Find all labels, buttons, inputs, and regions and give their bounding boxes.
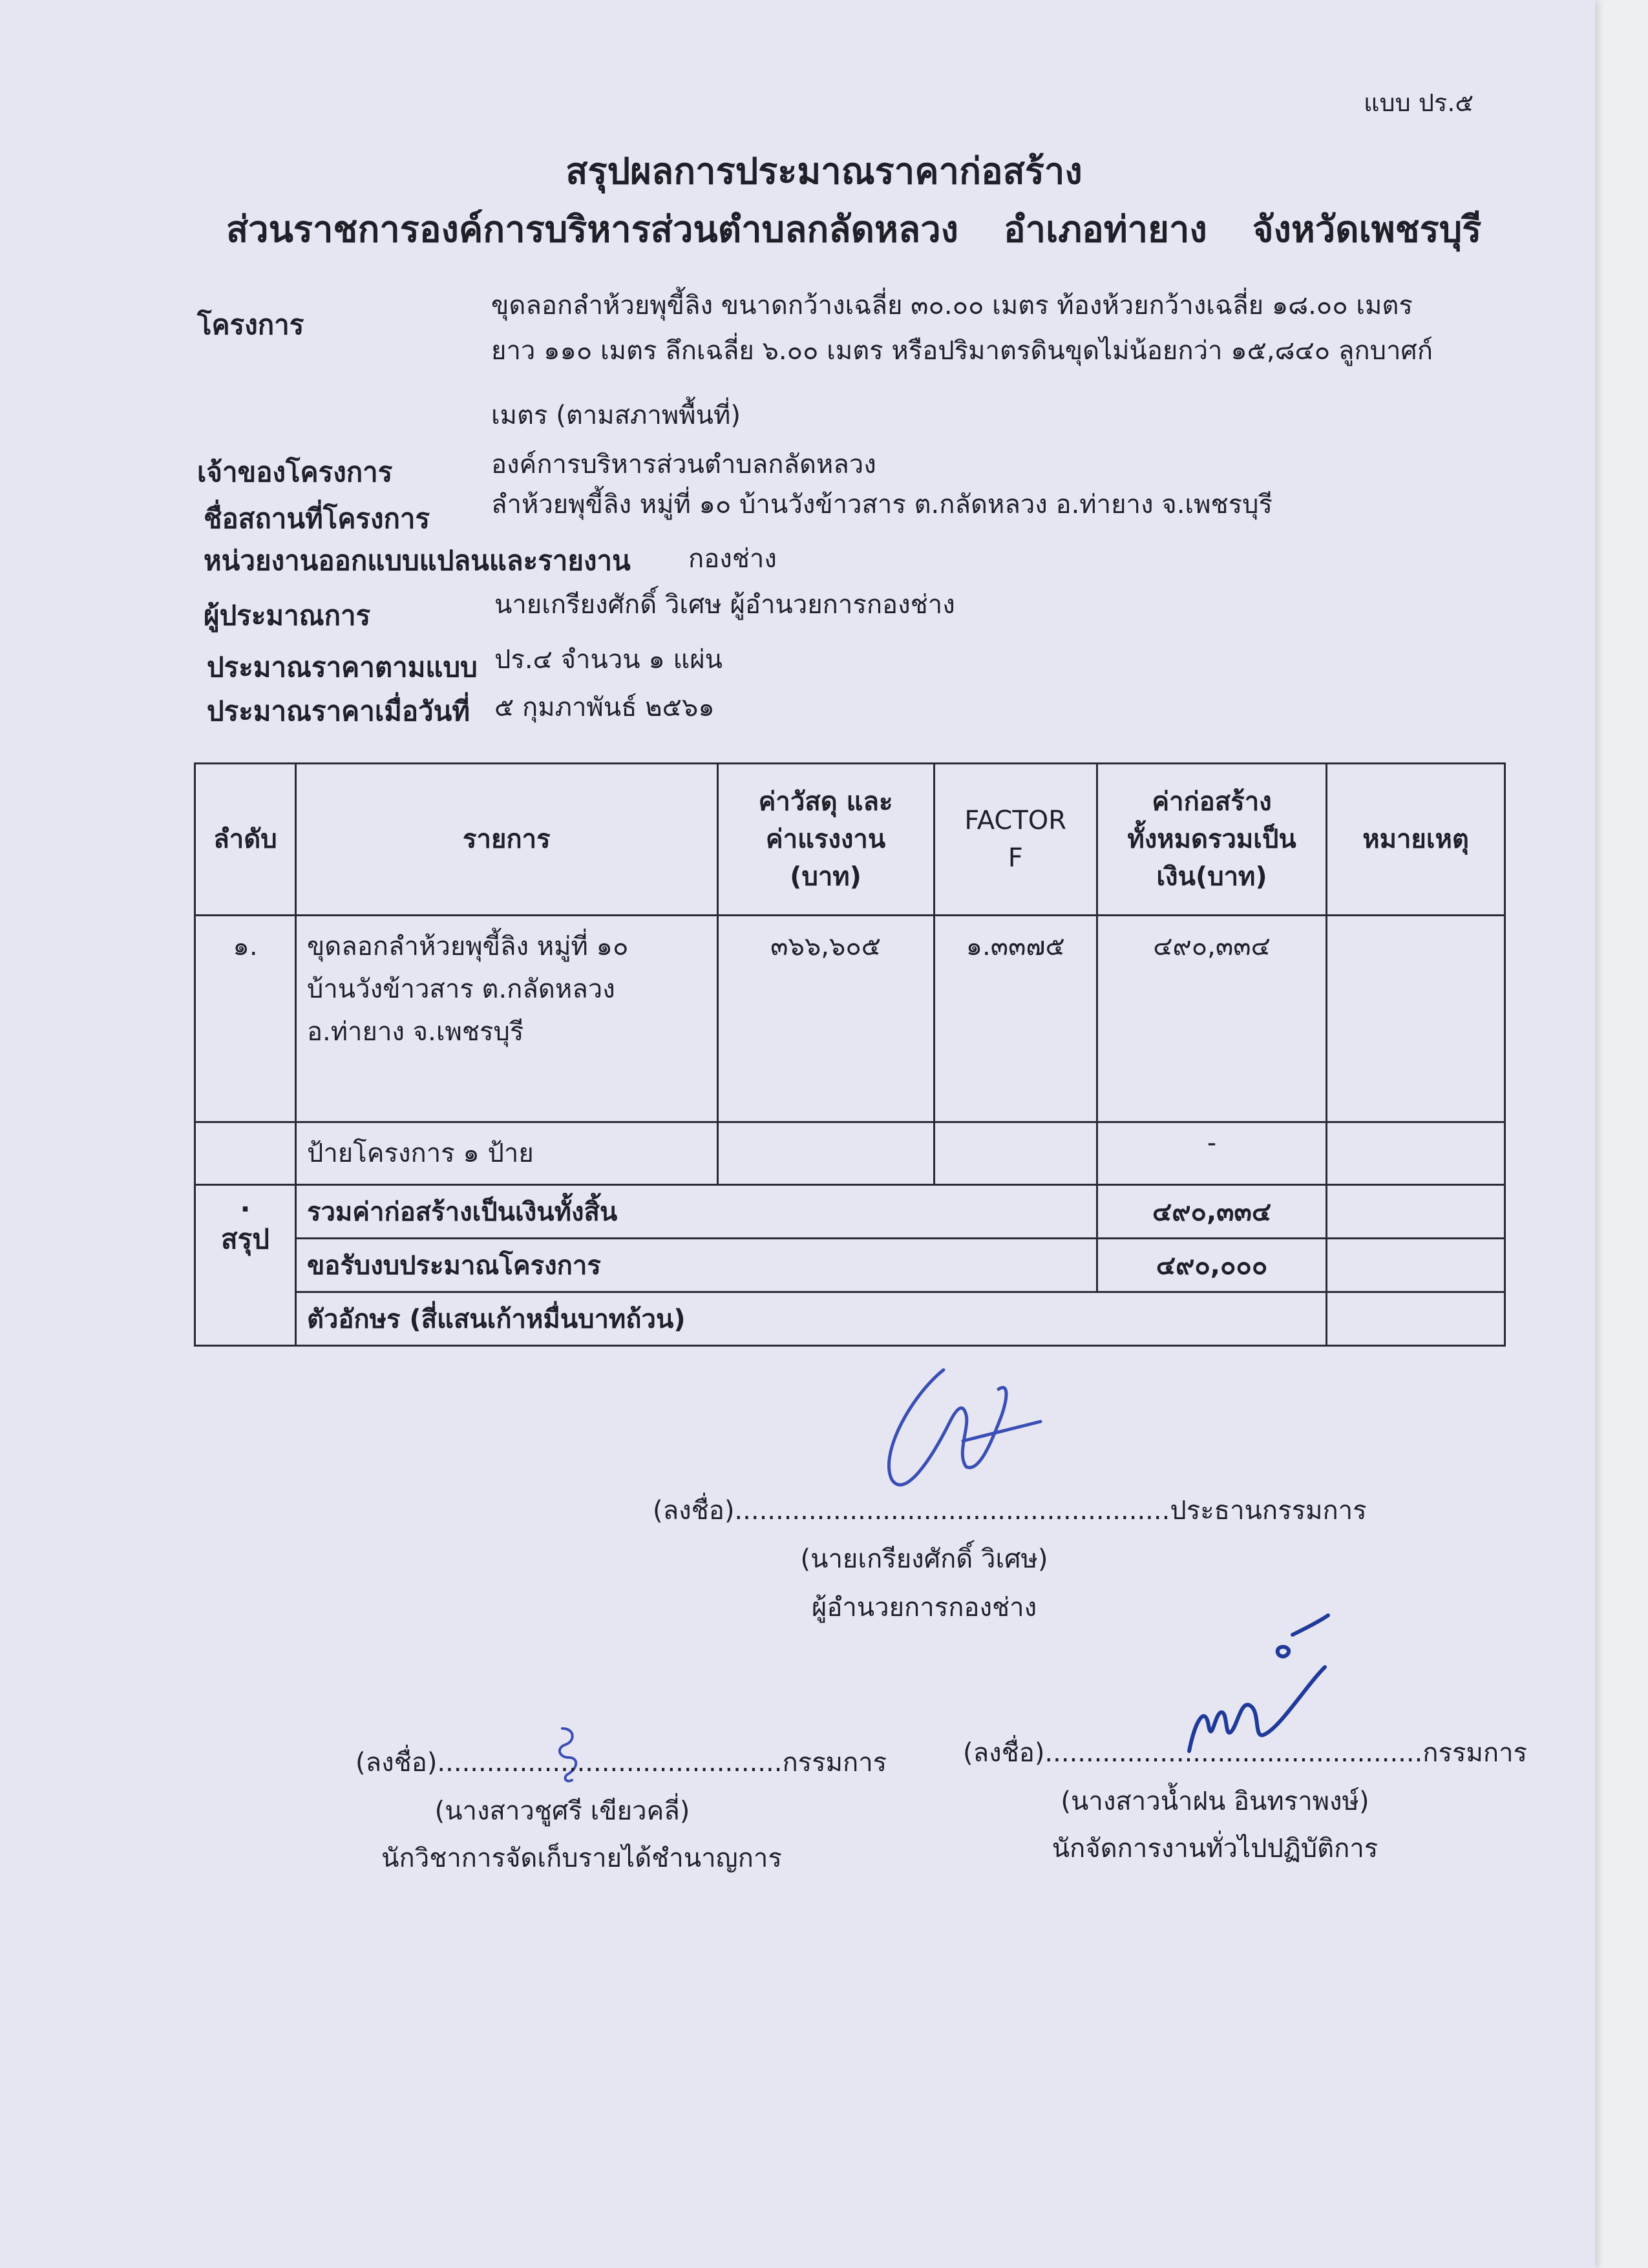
member2-position: นักจัดการงานทั่วไปปฏิบัติการ	[1051, 1834, 1379, 1864]
row1-factor: ๑.๓๓๗๕	[934, 916, 1097, 1122]
row2-factor	[934, 1122, 1097, 1185]
design-unit-value: กองช่าง	[688, 544, 777, 574]
estimate-table	[194, 762, 1506, 1347]
estimator-value: นายเกรียงศักดิ์ วิเศษ ผู้อำนวยการกองช่าง	[494, 590, 955, 620]
estimate-date-label: ประมาณราคาเมื่อวันที่	[207, 695, 470, 727]
budget-label: ขอรับงบประมาณโครงการ	[295, 1239, 1097, 1292]
header-note: หมายเหตุ	[1327, 764, 1505, 916]
location-value: ลำห้วยพุขี้ลิง หมู่ที่ ๑๐ บ้านวังข้าวสาร ต.กลัดหลวง อ.ท่ายาง จ.เพชรบุรี	[491, 490, 1273, 520]
member2-signature-stroke	[1189, 1615, 1328, 1751]
project-label: โครงการ	[197, 309, 304, 341]
row2-item: ป้ายโครงการ ๑ ป้าย	[295, 1122, 717, 1185]
row2-total: -	[1097, 1122, 1326, 1185]
project-line-1: ขุดลอกลำห้วยพุขี้ลิง ขนาดกว้างเฉลี่ย ๓๐.๐๐ เมตร ท้องห้วยกว้างเฉลี่ย ๑๘.๐๐ เมตร	[491, 291, 1413, 320]
header-material-line-3: (บาท)	[790, 862, 861, 892]
row1-total: ๔๙๐,๓๓๔	[1097, 916, 1326, 1122]
project-line-2: ยาว ๑๑๐ เมตร ลึกเฉลี่ย ๖.๐๐ เมตร หรือปริมาตรดินขุดไม่น้อยกว่า ๑๕,๘๔๐ ลูกบาศก์	[491, 336, 1433, 366]
row1-item-line-1: ขุดลอกลำห้วยพุขี้ลิง หมู่ที่ ๑๐	[306, 932, 629, 961]
row1-item-line-2: บ้านวังข้าวสาร ต.กลัดหลวง	[306, 974, 615, 1004]
chair-sign-line: (ลงชื่อ).....................................................ประธานกรรมการ	[653, 1496, 1367, 1526]
summary-label-cell	[195, 1185, 296, 1346]
header-factor-line-1: FACTOR	[964, 806, 1067, 835]
row1-note	[1327, 916, 1505, 1122]
chair-signature	[853, 1344, 1060, 1493]
project-line-3: เมตร (ตามสภาพพื้นที่)	[491, 401, 741, 430]
chair-name: (นายเกรียงศักดิ์ วิเศษ)	[800, 1544, 1048, 1574]
header-factor	[934, 764, 1097, 916]
construction-total-label: รวมค่าก่อสร้างเป็นเงินทั้งสิ้น	[295, 1185, 1097, 1239]
summary-label: สรุป	[221, 1223, 269, 1255]
member2-name: (นางสาวน้ำฝน อินทราพงษ์)	[1061, 1787, 1369, 1816]
member1-sign-line: (ลงชื่อ)..........................................กรรมการ	[355, 1748, 887, 1778]
estimate-date-value: ๕ กุมภาพันธ์ ๒๕๖๑	[494, 693, 715, 722]
amount-in-words: ตัวอักษร (สี่แสนเก้าหมื่นบาทถ้วน)	[295, 1292, 1326, 1346]
summary-row-budget	[195, 1239, 1505, 1292]
row2-material	[717, 1122, 934, 1185]
row1-material: ๓๖๖,๖๐๕	[717, 916, 934, 1122]
owner-label: เจ้าของโครงการ	[197, 456, 393, 488]
member1-name: (นางสาวชูศรี เขียวคลี่)	[434, 1796, 690, 1826]
province-name: จังหวัดเพชรบุรี	[1252, 209, 1482, 251]
words-note	[1327, 1292, 1505, 1346]
document-title: สรุปผลการประมาณราคาก่อสร้าง	[565, 151, 1083, 193]
header-seq: ลำดับ	[195, 764, 296, 916]
row1-item	[295, 916, 717, 1122]
header-material	[717, 764, 934, 916]
location-label: ชื่อสถานที่โครงการ	[204, 503, 430, 534]
budget-note	[1327, 1239, 1505, 1292]
summary-row-words	[195, 1292, 1505, 1346]
row1-seq: ๑.	[195, 916, 296, 1122]
row2-seq	[195, 1122, 296, 1185]
construction-total-note	[1327, 1185, 1505, 1239]
estimator-label: ผู้ประมาณการ	[204, 600, 371, 631]
table-row	[195, 916, 1505, 1122]
summary-dot: .	[240, 1186, 251, 1218]
agency-name: ส่วนราชการองค์การบริหารส่วนตำบลกลัดหลวง	[226, 209, 958, 251]
header-material-line-1: ค่าวัสดุ และ	[758, 787, 893, 817]
chair-signature-stroke	[889, 1370, 1041, 1485]
form-code: แบบ ปร.๕	[1364, 89, 1474, 117]
header-material-line-2: ค่าแรงงาน	[765, 824, 886, 854]
member2-sign-line: (ลงชื่อ)..............................................กรรมการ	[963, 1738, 1528, 1768]
header-factor-line-2: F	[1008, 843, 1023, 873]
estimate-form-value: ปร.๔ จำนวน ๑ แผ่น	[494, 645, 723, 675]
budget-value: ๔๙๐,๐๐๐	[1097, 1239, 1326, 1292]
summary-row-total	[195, 1185, 1505, 1239]
document-subtitle	[226, 200, 1481, 258]
row1-item-line-3: อ.ท่ายาง จ.เพชรบุรี	[306, 1017, 524, 1047]
header-item: รายการ	[295, 764, 717, 916]
construction-total-value: ๔๙๐,๓๓๔	[1097, 1185, 1326, 1239]
district-name: อำเภอท่ายาง	[1004, 209, 1207, 251]
chair-position: ผู้อำนวยการกองช่าง	[811, 1593, 1037, 1622]
member1-position: นักวิชาการจัดเก็บรายได้ชำนาญการ	[381, 1843, 782, 1873]
design-unit-label: หน่วยงานออกแบบแปลนและรายงาน	[204, 545, 631, 576]
table-row	[195, 1122, 1505, 1185]
estimate-form-label: ประมาณราคาตามแบบ	[207, 651, 478, 683]
owner-value: องค์การบริหารส่วนตำบลกลัดหลวง	[491, 450, 876, 479]
header-total-line-2: ทั้งหมดรวมเป็น	[1127, 824, 1296, 854]
header-total-line-3: เงิน(บาท)	[1156, 862, 1267, 892]
header-total-line-1: ค่าก่อสร้าง	[1152, 787, 1272, 817]
table-header-row	[195, 764, 1505, 916]
row2-note	[1327, 1122, 1505, 1185]
header-total	[1097, 764, 1326, 916]
